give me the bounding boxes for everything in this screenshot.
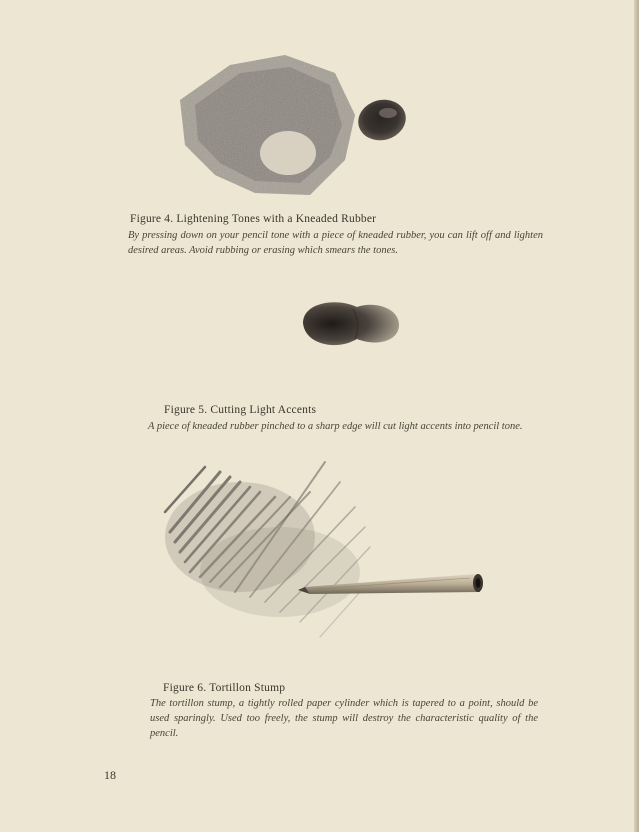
page-number: 18 (104, 768, 116, 782)
figure-4-caption: Figure 4. Lightening Tones with a Kneaded Rubber (130, 213, 377, 225)
figure-4-illustration (160, 45, 430, 205)
figure-5-description: A piece of kneaded rubber pinched to a sharp edge will cut light accents into pencil tone. (148, 421, 523, 432)
lifted-light-spot (260, 131, 316, 175)
pinched-kneaded-rubber (303, 302, 399, 345)
figure-6-illustration (150, 452, 500, 667)
smudged-tone (165, 482, 360, 617)
figure-4-description: By pressing down on your pencil tone with a piece of kneaded rubber, you can lift off and lighten desired areas. Avoid rubbing or erasing which smears the tones. (128, 230, 543, 256)
page-edge-shadow (634, 0, 639, 832)
figure-6-caption: Figure 6. Tortillon Stump (163, 682, 286, 694)
figure-5-caption: Figure 5. Cutting Light Accents (164, 404, 317, 416)
figure-5-illustration (295, 295, 410, 355)
kneaded-rubber (354, 94, 411, 145)
figure-6-description: The tortillon stump, a tightly rolled paper cylinder which is tapered to a point, should be used sparingly. Used too freely, the stump will destroy the characteristic quality of the pencil. (150, 698, 538, 739)
